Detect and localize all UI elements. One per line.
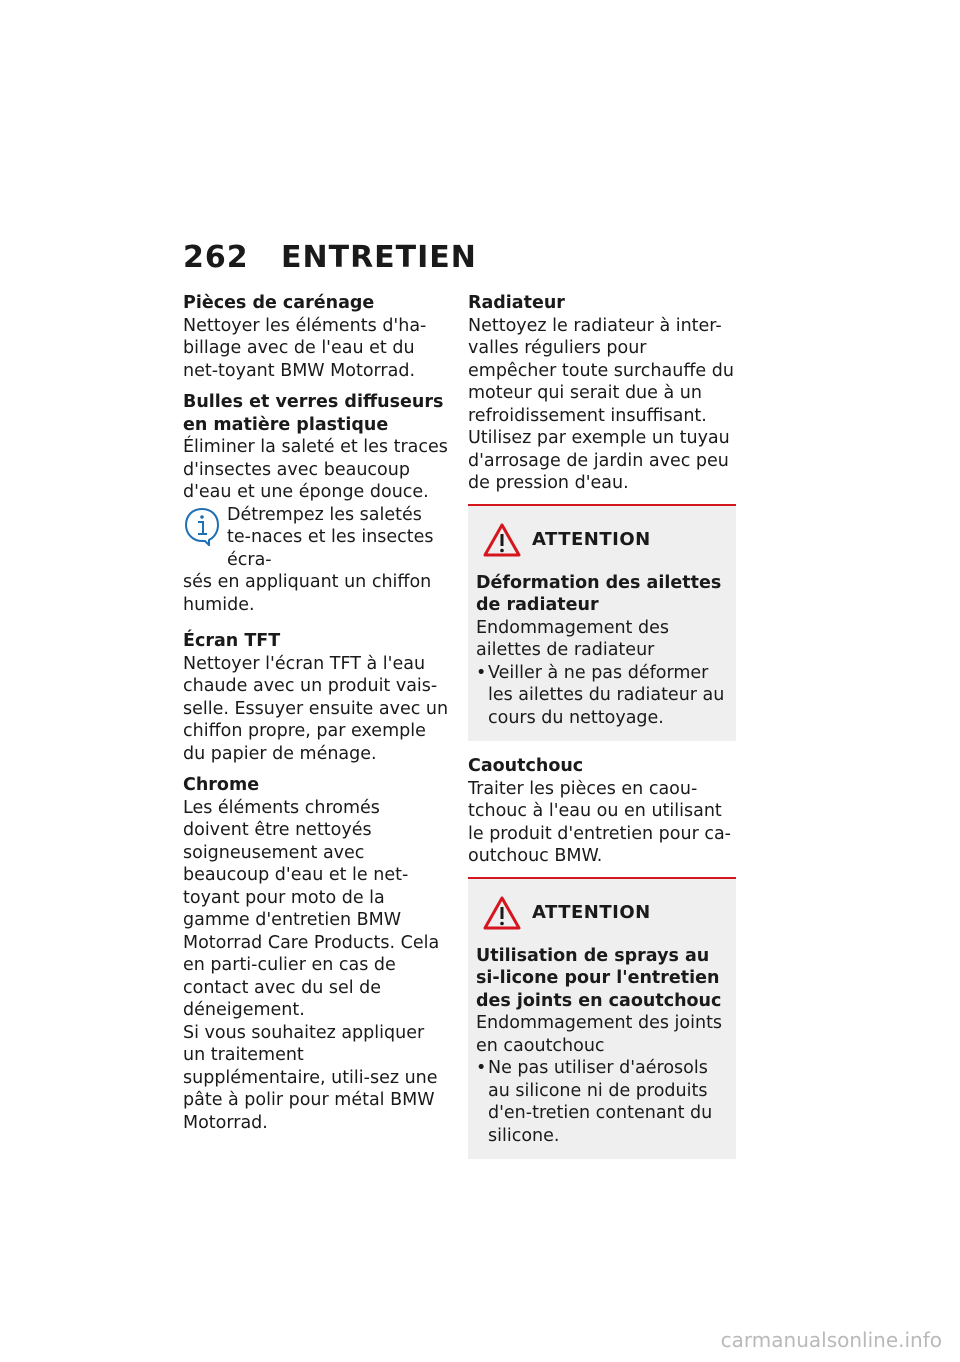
attention-text: Endommagement des ailettes de radiateur: [476, 617, 669, 660]
section-title-bulles: Bulles et verres diffuseurs en matière plastique: [183, 392, 444, 435]
info-icon: [183, 506, 221, 546]
section-title-radiateur: Radiateur: [468, 293, 565, 313]
section-text-chrome-1: Les éléments chromés doivent être nettoyés soigneusement avec beaucoup d'eau et le net-toyant pour moto de la gamme d'entretien BMW Motorrad Care Products. Cela en parti-culier en cas de contact avec du sel de déneigement.: [183, 797, 440, 1020]
attention-title: Utilisation de sprays au si-licone pour l'entretien des joints en caoutchouc: [476, 945, 722, 1011]
info-note: [183, 504, 451, 617]
attention-box-radiateur: [468, 504, 736, 742]
section-title-carenage: Pièces de carénage: [183, 293, 375, 313]
watermark-link[interactable]: carmanualsonline.info: [720, 1328, 942, 1352]
section-text-chrome-2: Si vous souhaitez appliquer un traitement supplémentaire, utili-sez une pâte à polir pour métal BMW Motorrad.: [183, 1022, 438, 1133]
section-text-ecran: Nettoyer l'écran TFT à l'eau chaude avec un produit vais-selle. Essuyer ensuite avec un chiffon propre, par exemple du papier de ménage.: [183, 653, 449, 764]
section-title-caoutchouc: Caoutchouc: [468, 756, 584, 776]
section-text-carenage: Nettoyer les éléments d'ha-billage avec de l'eau et du net-toyant BMW Motorrad.: [183, 315, 427, 381]
attention-bullet: • Veiller à ne pas déformer les ailettes du radiateur au cours du nettoyage.: [476, 662, 728, 730]
attention-bullet: • Ne pas utiliser d'aérosols au silicone ni de produits d'en-tretien contenant du silicone.: [476, 1057, 728, 1147]
page-number: 262: [183, 240, 249, 275]
section-title-ecran: Écran TFT: [183, 631, 281, 651]
page-header: [183, 240, 477, 275]
section-text-radiateur-2: Utilisez par exemple un tuyau d'arrosage de jardin avec peu de pression d'eau.: [468, 428, 730, 493]
right-column: [468, 292, 736, 1159]
section-text-bulles: Éliminer la saleté et les traces d'insectes avec beaucoup d'eau et une éponge douce.: [183, 437, 448, 502]
attention-label: ATTENTION: [532, 529, 651, 550]
left-column: [183, 292, 451, 1134]
section-text-radiateur-1: Nettoyez le radiateur à inter-valles réguliers pour empêcher toute surchauffe du moteur qui serait due à un refroidissement insuffisant.: [468, 315, 734, 426]
attention-text: Endommagement des joints en caoutchouc: [476, 1013, 723, 1056]
attention-box-caoutchouc: [468, 877, 736, 1160]
section-title-chrome: Chrome: [183, 775, 260, 795]
chapter-title: ENTRETIEN: [281, 240, 477, 275]
warning-icon: [482, 522, 522, 558]
info-note-text-a: Détrempez les saletés te-naces et les insectes écra-: [227, 504, 434, 570]
info-note-text-b: sés en appliquant un chiffon humide.: [183, 572, 432, 615]
section-text-caoutchouc: Traiter les pièces en caou-tchouc à l'eau ou en utilisant le produit d'entretien pour ca-outchouc BMW.: [468, 778, 731, 866]
attention-title: Déformation des ailettes de radiateur: [476, 572, 722, 615]
attention-label: ATTENTION: [532, 902, 651, 923]
warning-icon: [482, 895, 522, 931]
